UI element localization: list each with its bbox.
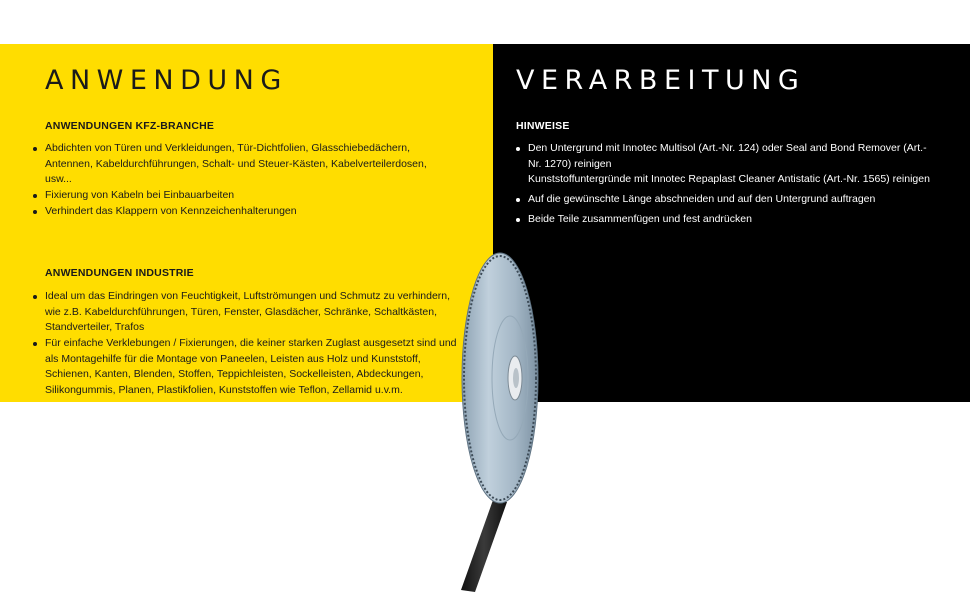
tape-roll-icon (455, 250, 545, 595)
list-item (514, 212, 934, 228)
hinweis-line: Kunststoffuntergründe mit Innotec Repaplast Cleaner Antistatic (Art.-Nr. 1565) reinigen (528, 173, 930, 185)
industrie-heading: ANWENDUNGEN INDUSTRIE (45, 267, 194, 279)
list-item: Abdichten von Türen und Verkleidungen, Tür-Dichtfolien, Glasschiebedächern, Antennen, Kabeldurchführungen, Schalt- und Steuer-Kästen, Kabelverteilerdosen, usw... (31, 141, 456, 188)
anwendung-panel (0, 44, 493, 402)
list-item: Fixierung von Kabeln bei Einbauarbeiten (31, 188, 456, 204)
hinweise-list (514, 141, 934, 232)
kfz-heading: ANWENDUNGEN KFZ-BRANCHE (45, 120, 215, 132)
verarbeitung-panel (493, 44, 970, 402)
list-item (514, 141, 934, 188)
industrie-list (31, 289, 459, 399)
hinweise-heading: HINWEISE (516, 120, 570, 132)
hinweis-line: Auf die gewünschte Länge abschneiden und auf den Untergrund auftragen (528, 193, 876, 205)
hinweis-line: Den Untergrund mit Innotec Multisol (Art.-Nr. 124) oder Seal and Bond Remover (Art.-Nr. 1270) reinigen (528, 142, 927, 170)
list-item (514, 192, 934, 208)
tape-roll-outer (462, 253, 538, 503)
list-item: Ideal um das Eindringen von Feuchtigkeit, Luftströmungen und Schmutz zu verhindern, wie z.B. Kabeldurchführungen, Türen, Fenster, Glasdächer, Schränke, Schaltkästen, Standverteiler, Trafos (31, 289, 459, 336)
list-item: Für einfache Verklebungen / Fixierungen, die keiner starken Zuglast ausgesetzt sind und als Montagehilfe für die Montage von Paneelen, Leisten aus Holz und Kunststoff, Schienen, Kanten, Blenden, Stoffen, Teppichleisten, Sockelleisten, Abdeckungen, Silikongummis, Planen, Plastikfolien, Kunststoffen wie Teflon, Zellamid u.v.m. (31, 336, 459, 398)
list-item: Verhindert das Klappern von Kennzeichenhalterungen (31, 204, 456, 220)
tape-strip (461, 500, 507, 592)
tape-roll-core-hole (513, 368, 519, 388)
kfz-list (31, 141, 456, 220)
hinweis-line: Beide Teile zusammenfügen und fest andrücken (528, 213, 752, 225)
verarbeitung-title: VERARBEITUNG (516, 65, 806, 96)
anwendung-title: ANWENDUNG (45, 65, 288, 96)
